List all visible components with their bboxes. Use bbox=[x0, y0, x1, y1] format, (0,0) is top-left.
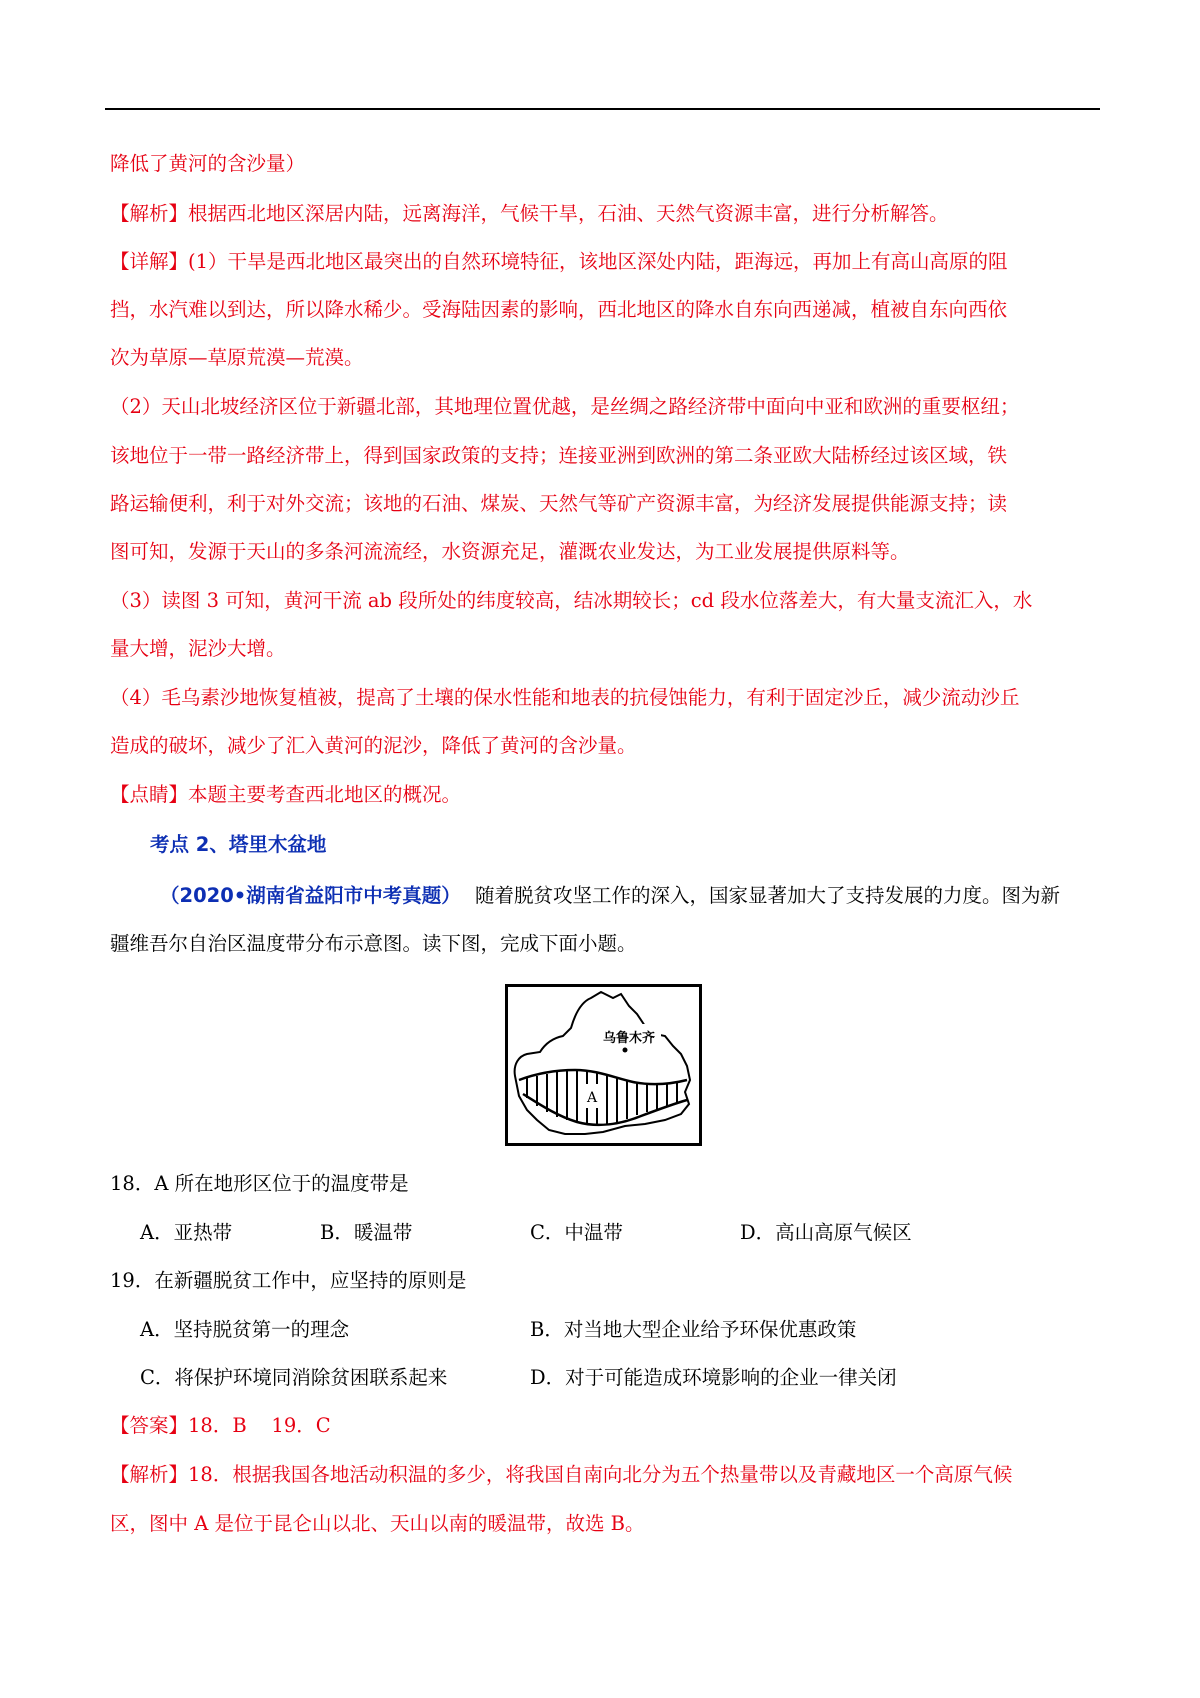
source-label: （2020•湖南省益阳市中考真题） bbox=[160, 884, 461, 907]
analysis-line: 【解析】根据西北地区深居内陆，远离海洋，气候干旱，石油、天然气资源丰富，进行分析解答。 bbox=[110, 202, 949, 225]
q18-option-b: B．暖温带 bbox=[320, 1221, 413, 1244]
header-rule bbox=[105, 108, 1100, 110]
section-heading: 考点 2、塔里木盆地 bbox=[150, 833, 327, 856]
xinjiang-temperature-zone-map bbox=[505, 984, 702, 1146]
detail-line: （2）天山北坡经济区位于新疆北部，其地理位置优越，是丝绸之路经济带中面向中亚和欧洲的重要枢纽； bbox=[110, 395, 1020, 418]
detail-line: （3）读图 3 可知，黄河干流 ab 段所处的纬度较高，结冰期较长；cd 段水位落差大，有大量支流汇入，水 bbox=[110, 589, 1033, 612]
intro-text: 疆维吾尔自治区温度带分布示意图。读下图，完成下面小题。 bbox=[110, 932, 637, 955]
comment-line: 【点睛】本题主要考查西北地区的概况。 bbox=[110, 783, 462, 806]
answer-line: 【答案】18．B 19．C bbox=[110, 1414, 331, 1437]
question-18-stem: 18．A 所在地形区位于的温度带是 bbox=[110, 1172, 409, 1195]
detail-line: 路运输便利，利于对外交流；该地的石油、煤炭、天然气等矿产资源丰富，为经济发展提供能源支持；读 bbox=[110, 492, 1008, 515]
detail-line: 造成的破坏，减少了汇入黄河的泥沙，降低了黄河的含沙量。 bbox=[110, 734, 637, 757]
q19-option-c: C．将保护环境同消除贫困联系起来 bbox=[140, 1366, 448, 1389]
q19-option-a: A．坚持脱贫第一的理念 bbox=[140, 1318, 350, 1341]
city-label: 乌鲁木齐 bbox=[602, 1031, 656, 1046]
analysis-line: 区，图中 A 是位于昆仑山以北、天山以南的暖温带，故选 B。 bbox=[110, 1512, 645, 1535]
detail-line: 【详解】(1）干旱是西北地区最突出的自然环境特征，该地区深处内陆，距海远，再加上有高山高原的阻 bbox=[110, 250, 1008, 273]
detail-line: 挡，水汽难以到达，所以降水稀少。受海陆因素的影响，西北地区的降水自东向西递减，植被自东向西依 bbox=[110, 298, 1008, 321]
q19-option-b: B．对当地大型企业给予环保优惠政策 bbox=[530, 1318, 857, 1341]
question-19-stem: 19．在新疆脱贫工作中，应坚持的原则是 bbox=[110, 1269, 467, 1292]
detail-line: （4）毛乌素沙地恢复植被，提高了土壤的保水性能和地表的抗侵蚀能力，有利于固定沙丘，减少流动沙丘 bbox=[110, 686, 1020, 709]
intro-text: 随着脱贫攻坚工作的深入，国家显著加大了支持发展的力度。图为新 bbox=[474, 884, 1060, 907]
question-intro bbox=[160, 882, 1060, 910]
q18-option-a: A．亚热带 bbox=[140, 1221, 233, 1244]
detail-line: 量大增，泥沙大增。 bbox=[110, 637, 286, 660]
analysis-line: 【解析】18．根据我国各地活动积温的多少，将我国自南向北分为五个热量带以及青藏地区一个高原气候 bbox=[110, 1463, 1013, 1486]
q19-option-d: D．对于可能造成环境影响的企业一律关闭 bbox=[530, 1366, 897, 1389]
point-a-label: A bbox=[586, 1090, 598, 1106]
q18-option-d: D．高山高原气候区 bbox=[740, 1221, 912, 1244]
detail-line: 该地位于一带一路经济带上，得到国家政策的支持；连接亚洲到欧洲的第二条亚欧大陆桥经过该区域，铁 bbox=[110, 444, 1008, 467]
map-frame bbox=[507, 986, 701, 1145]
detail-line: 图可知，发源于天山的多条河流流经，水资源充足，灌溉农业发达，为工业发展提供原料等。 bbox=[110, 540, 910, 563]
detail-line: 次为草原—草原荒漠—荒漠。 bbox=[110, 346, 364, 369]
q18-option-c: C．中温带 bbox=[530, 1221, 623, 1244]
text-line: 降低了黄河的含沙量） bbox=[110, 152, 306, 175]
city-dot bbox=[623, 1048, 628, 1053]
